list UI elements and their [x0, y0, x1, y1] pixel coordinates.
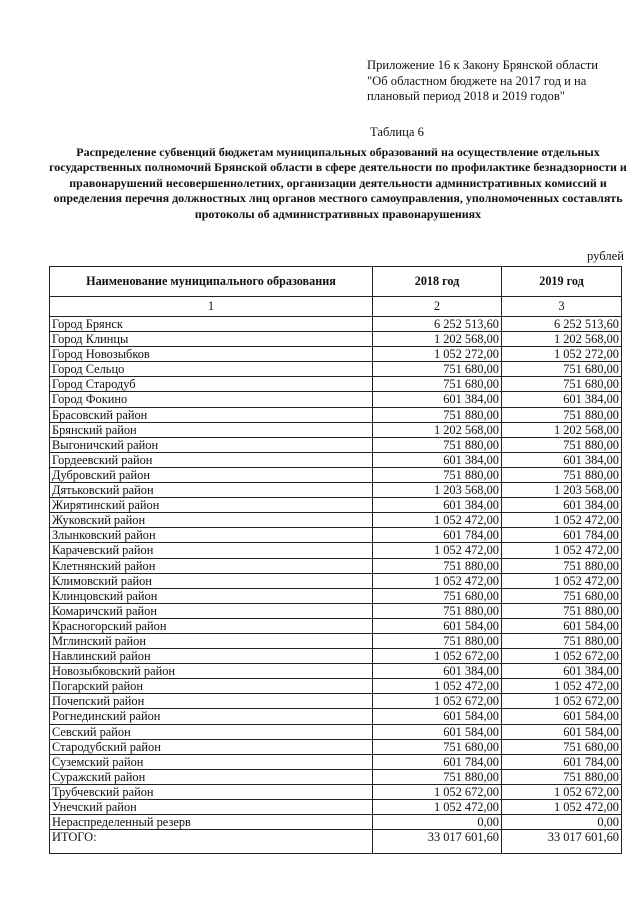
amount-2018: 1 052 472,00: [373, 573, 502, 588]
amount-2019: 751 880,00: [502, 437, 622, 452]
table-row: [50, 649, 622, 664]
amount-2019: 601 384,00: [502, 452, 622, 467]
subventions-table: [49, 266, 622, 854]
municipality-name: Выгоничский район: [50, 437, 373, 452]
table-row: [50, 633, 622, 648]
column-number-row: [50, 297, 622, 317]
amount-2019: 1 202 568,00: [502, 422, 622, 437]
amount-2018: 751 880,00: [373, 558, 502, 573]
amount-2018: 601 584,00: [373, 724, 502, 739]
amount-2019: 1 052 472,00: [502, 679, 622, 694]
table-row: [50, 618, 622, 633]
table-row: [50, 332, 622, 347]
amount-2019: 751 880,00: [502, 603, 622, 618]
table-row: [50, 543, 622, 558]
table-row: [50, 528, 622, 543]
column-number: 2: [373, 297, 502, 317]
column-number: 1: [50, 297, 373, 317]
municipality-name: Севский район: [50, 724, 373, 739]
table-number: Таблица 6: [370, 125, 424, 139]
municipality-name: Мглинский район: [50, 633, 373, 648]
municipality-name: Карачевский район: [50, 543, 373, 558]
amount-2018: 1 052 472,00: [373, 543, 502, 558]
amount-2018: 751 680,00: [373, 377, 502, 392]
table-row: [50, 573, 622, 588]
appendix-line: "Об областном бюджете на 2017 год и на: [367, 73, 587, 88]
amount-2019: 751 880,00: [502, 633, 622, 648]
amount-2019: 1 052 472,00: [502, 800, 622, 815]
amount-2018: 751 680,00: [373, 362, 502, 377]
table-row: [50, 407, 622, 422]
amount-2019: 1 052 672,00: [502, 784, 622, 799]
table-row: [50, 452, 622, 467]
total-label: ИТОГО:: [50, 830, 373, 854]
amount-2018: 751 880,00: [373, 407, 502, 422]
table-row: [50, 467, 622, 482]
amount-2018: 1 052 472,00: [373, 800, 502, 815]
column-number: 3: [502, 297, 622, 317]
total-row: [50, 830, 622, 854]
table-row: [50, 392, 622, 407]
table-row: [50, 362, 622, 377]
table-row: [50, 498, 622, 513]
table-row: [50, 377, 622, 392]
amount-2019: 601 784,00: [502, 528, 622, 543]
amount-2018: 751 880,00: [373, 437, 502, 452]
table-row: [50, 437, 622, 452]
table-row: [50, 483, 622, 498]
amount-2019: 601 784,00: [502, 754, 622, 769]
municipality-name: Дятьковский район: [50, 483, 373, 498]
municipality-name: Город Брянск: [50, 317, 373, 332]
amount-2019: 601 384,00: [502, 392, 622, 407]
amount-2018: 1 202 568,00: [373, 332, 502, 347]
amount-2018: 1 052 472,00: [373, 513, 502, 528]
table-row: [50, 603, 622, 618]
amount-2018: 751 880,00: [373, 769, 502, 784]
column-header-2018: 2018 год: [373, 267, 502, 297]
table-row: [50, 724, 622, 739]
table-row: [50, 800, 622, 815]
municipality-name: Злынковский район: [50, 528, 373, 543]
table-row: [50, 815, 622, 830]
table-row: [50, 558, 622, 573]
amount-2019: 751 680,00: [502, 739, 622, 754]
appendix-reference: [367, 58, 632, 105]
total-2019: 33 017 601,60: [502, 830, 622, 854]
table-row: [50, 588, 622, 603]
municipality-name: Город Клинцы: [50, 332, 373, 347]
amount-2018: 601 384,00: [373, 498, 502, 513]
municipality-name: Город Фокино: [50, 392, 373, 407]
amount-2019: 601 384,00: [502, 664, 622, 679]
amount-2018: 6 252 513,60: [373, 317, 502, 332]
municipality-name: Погарский район: [50, 679, 373, 694]
column-header-2019: 2019 год: [502, 267, 622, 297]
appendix-line: Приложение 16 к Закону Брянской области: [367, 58, 599, 72]
amount-2019: 1 202 568,00: [502, 332, 622, 347]
table-row: [50, 347, 622, 362]
municipality-name: Клинцовский район: [50, 588, 373, 603]
municipality-name: Унечский район: [50, 800, 373, 815]
amount-2019: 751 680,00: [502, 362, 622, 377]
municipality-name: Дубровский район: [50, 467, 373, 482]
municipality-name: Стародубский район: [50, 739, 373, 754]
municipality-name: Суземский район: [50, 754, 373, 769]
total-2018: 33 017 601,60: [373, 830, 502, 854]
table-row: [50, 317, 622, 332]
municipality-name: Брасовский район: [50, 407, 373, 422]
amount-2019: 1 052 472,00: [502, 573, 622, 588]
amount-2018: 751 880,00: [373, 467, 502, 482]
amount-2019: 1 203 568,00: [502, 483, 622, 498]
municipality-name: Жуковский район: [50, 513, 373, 528]
amount-2018: 751 680,00: [373, 739, 502, 754]
table-header-row: [50, 267, 622, 297]
municipality-name: Город Сельцо: [50, 362, 373, 377]
table-row: [50, 784, 622, 799]
amount-2019: 601 584,00: [502, 618, 622, 633]
amount-2018: 601 384,00: [373, 664, 502, 679]
municipality-name: Комаричский район: [50, 603, 373, 618]
amount-2019: 751 880,00: [502, 407, 622, 422]
amount-2018: 1 052 672,00: [373, 784, 502, 799]
amount-2019: 601 384,00: [502, 498, 622, 513]
table-row: [50, 679, 622, 694]
municipality-name: Город Новозыбков: [50, 347, 373, 362]
municipality-name: Жирятинский район: [50, 498, 373, 513]
municipality-name: Нераспределенный резерв: [50, 815, 373, 830]
amount-2019: 1 052 472,00: [502, 513, 622, 528]
municipality-name: Красногорский район: [50, 618, 373, 633]
municipality-name: Гордеевский район: [50, 452, 373, 467]
amount-2018: 601 784,00: [373, 528, 502, 543]
table-row: [50, 513, 622, 528]
table-row: [50, 709, 622, 724]
municipality-name: Брянский район: [50, 422, 373, 437]
amount-2019: 751 680,00: [502, 377, 622, 392]
municipality-name: Почепский район: [50, 694, 373, 709]
amount-2018: 1 202 568,00: [373, 422, 502, 437]
amount-2019: 0,00: [502, 815, 622, 830]
amount-2018: 1 052 472,00: [373, 679, 502, 694]
municipality-name: Навлинский район: [50, 649, 373, 664]
amount-2018: 1 052 672,00: [373, 694, 502, 709]
amount-2019: 601 584,00: [502, 709, 622, 724]
amount-2018: 601 384,00: [373, 452, 502, 467]
amount-2018: 1 203 568,00: [373, 483, 502, 498]
municipality-name: Рогнединский район: [50, 709, 373, 724]
amount-2019: 1 052 672,00: [502, 694, 622, 709]
amount-2018: 601 784,00: [373, 754, 502, 769]
column-header-name: Наименование муниципального образования: [50, 267, 373, 297]
table-row: [50, 739, 622, 754]
table-row: [50, 694, 622, 709]
table-row: [50, 769, 622, 784]
amount-2019: 751 680,00: [502, 588, 622, 603]
units-label: рублей: [587, 249, 624, 263]
document-title: Распределение субвенций бюджетам муниципальных образований на осуществление отдельных государственных полномочий Брянской области в сфере деятельности по профилактике безнадзорности и правонарушений несовершеннолетних, организации деятельности административных комиссий и определения перечня должностных лиц органов местного самоуправления, уполномоченных составлять протоколы об административных правонарушениях: [49, 145, 627, 221]
municipality-name: Клетнянский район: [50, 558, 373, 573]
amount-2019: 751 880,00: [502, 558, 622, 573]
amount-2018: 0,00: [373, 815, 502, 830]
amount-2018: 751 880,00: [373, 603, 502, 618]
amount-2018: 1 052 672,00: [373, 649, 502, 664]
amount-2018: 751 880,00: [373, 633, 502, 648]
amount-2019: 6 252 513,60: [502, 317, 622, 332]
table-row: [50, 754, 622, 769]
appendix-line: плановый период 2018 и 2019 годов": [367, 89, 565, 103]
amount-2019: 601 584,00: [502, 724, 622, 739]
municipality-name: Город Стародуб: [50, 377, 373, 392]
amount-2018: 601 584,00: [373, 618, 502, 633]
amount-2019: 751 880,00: [502, 467, 622, 482]
amount-2018: 601 384,00: [373, 392, 502, 407]
table-row: [50, 422, 622, 437]
amount-2018: 751 680,00: [373, 588, 502, 603]
municipality-name: Суражский район: [50, 769, 373, 784]
municipality-name: Новозыбковский район: [50, 664, 373, 679]
amount-2019: 751 880,00: [502, 769, 622, 784]
amount-2019: 1 052 272,00: [502, 347, 622, 362]
amount-2019: 1 052 672,00: [502, 649, 622, 664]
amount-2019: 1 052 472,00: [502, 543, 622, 558]
municipality-name: Климовский район: [50, 573, 373, 588]
municipality-name: Трубчевский район: [50, 784, 373, 799]
amount-2018: 601 584,00: [373, 709, 502, 724]
amount-2018: 1 052 272,00: [373, 347, 502, 362]
table-row: [50, 664, 622, 679]
